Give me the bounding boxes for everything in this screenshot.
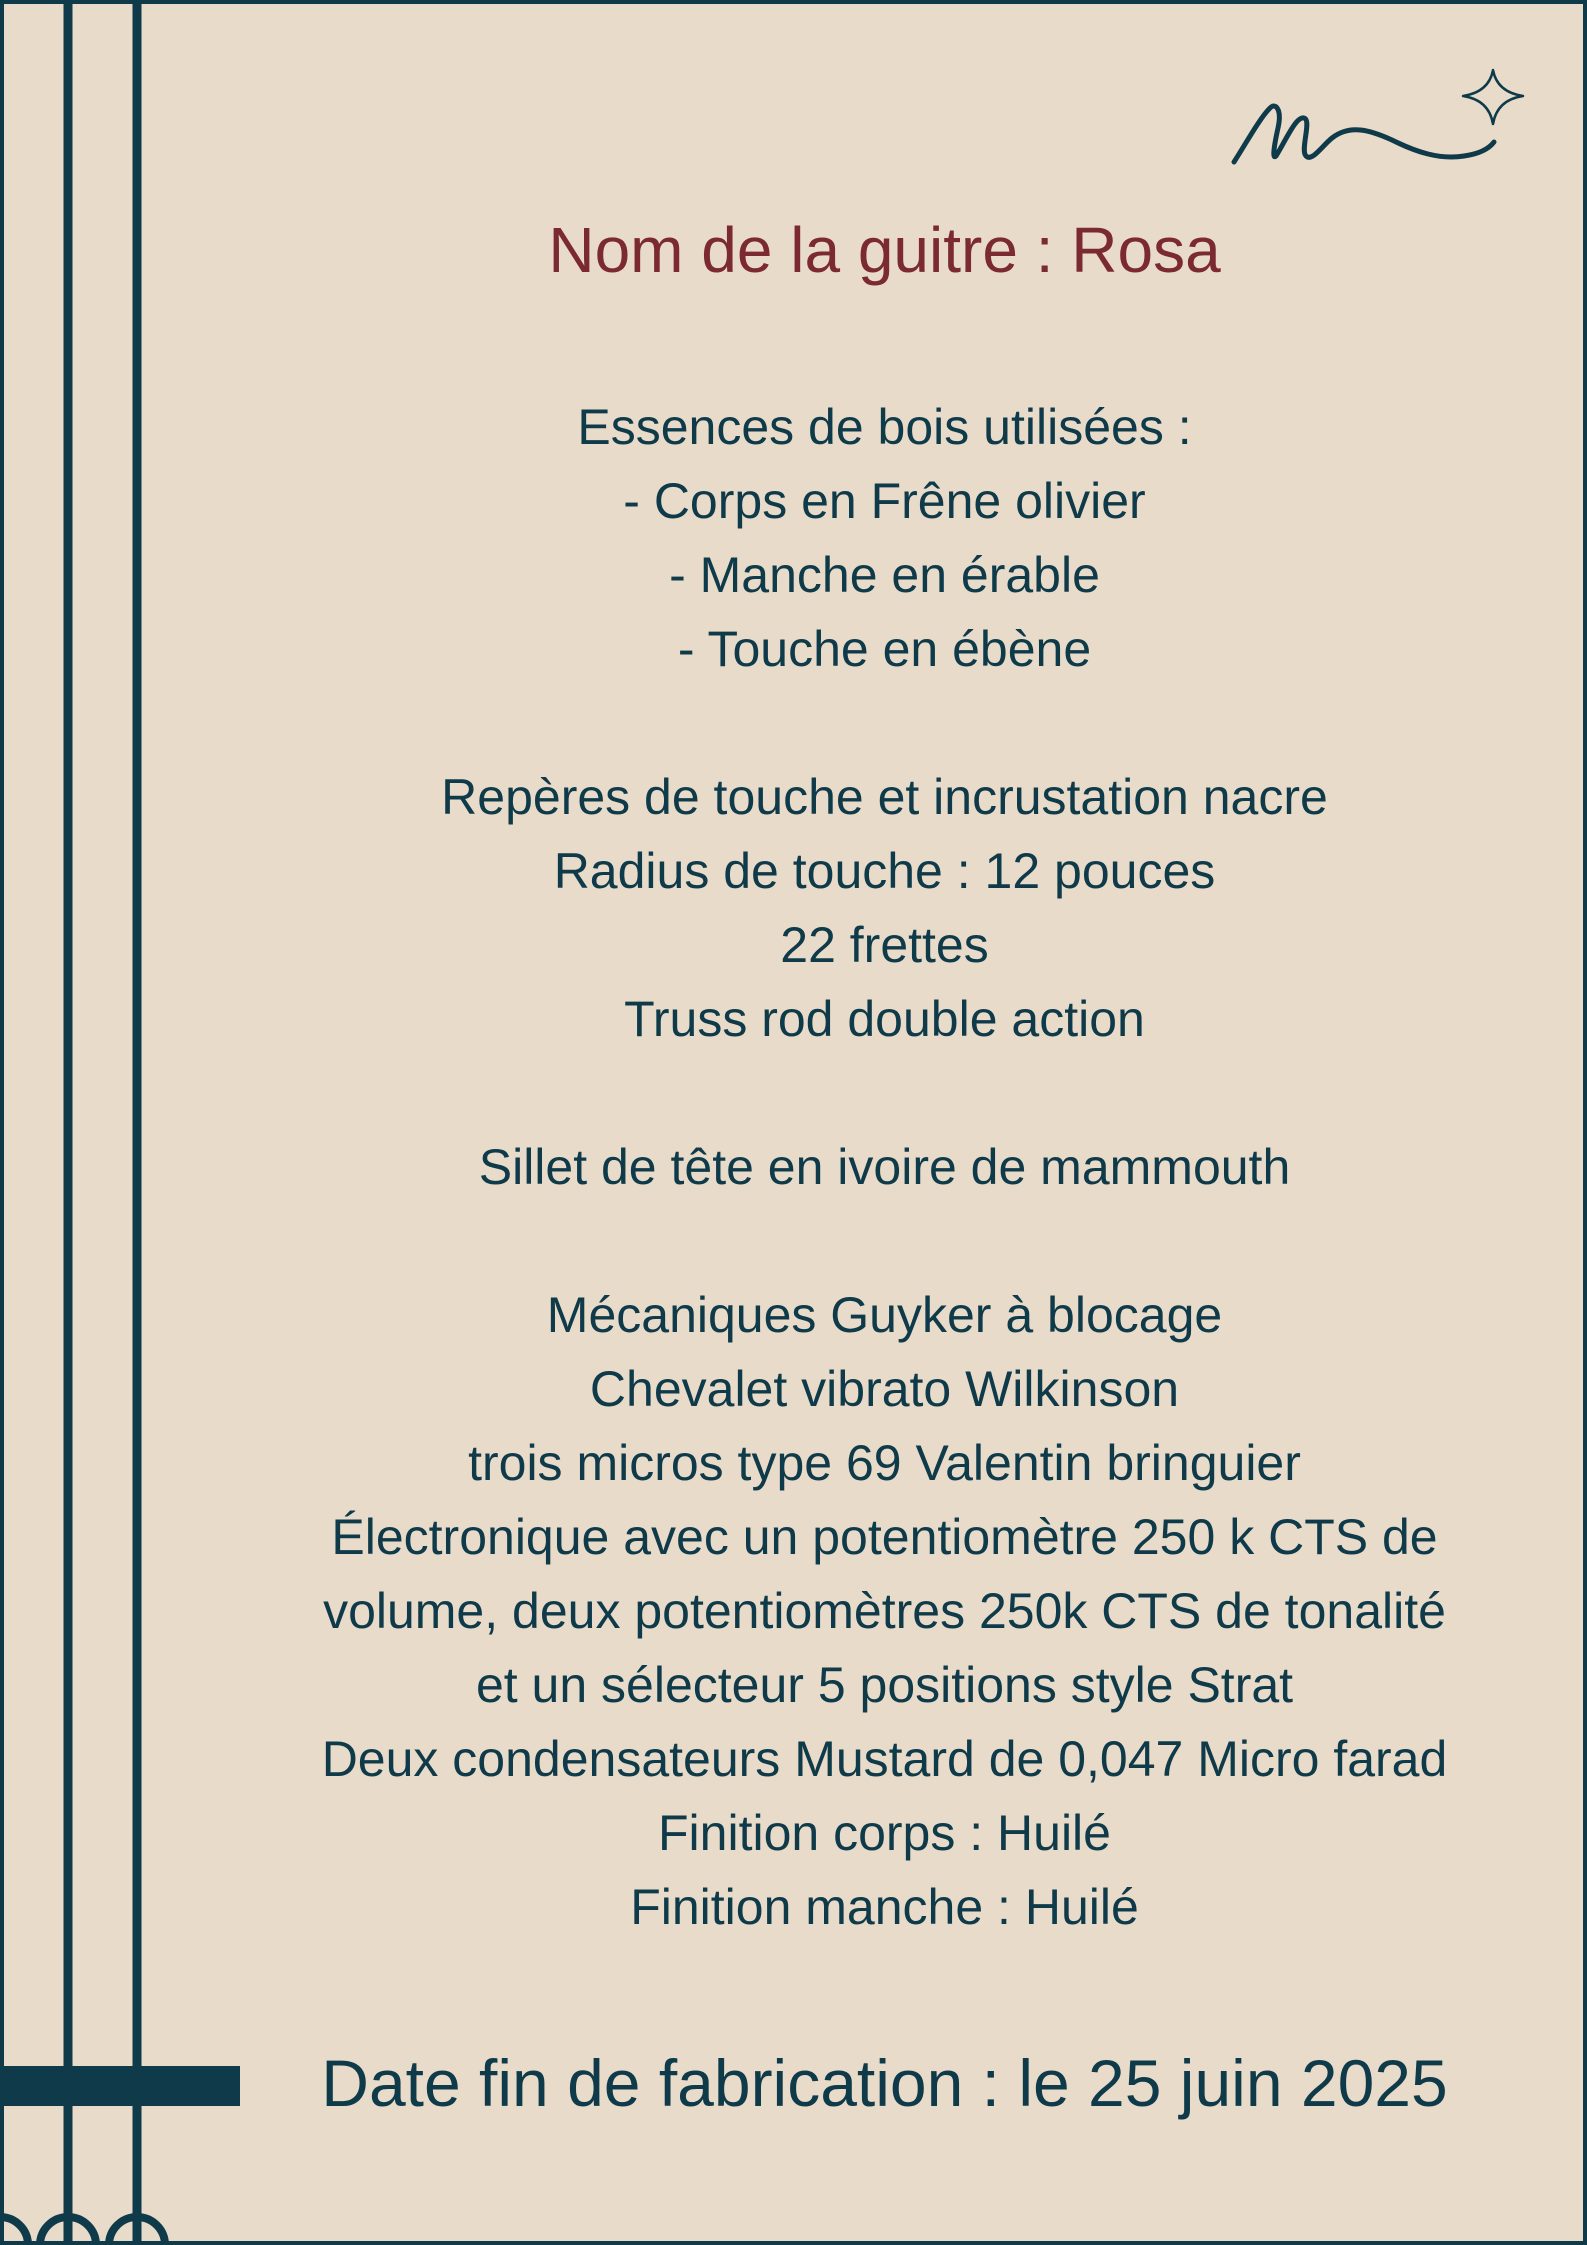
spec-line: Chevalet vibrato Wilkinson bbox=[589, 1361, 1180, 1417]
spec-line: Mécaniques Guyker à blocage bbox=[546, 1287, 1223, 1343]
spec-line: Essences de bois utilisées : bbox=[577, 399, 1192, 455]
spacer-line bbox=[136, 1056, 1587, 1130]
spec-line: Truss rod double action bbox=[624, 991, 1145, 1047]
signature-logo bbox=[1234, 106, 1494, 162]
spacer-line bbox=[136, 1204, 1587, 1278]
bottom-circle-0 bbox=[0, 2217, 28, 2245]
spec-line: Radius de touche : 12 pouces bbox=[553, 843, 1216, 899]
sparkle-star-icon bbox=[1463, 70, 1523, 124]
spec-line: Finition manche : Huilé bbox=[630, 1879, 1139, 1935]
spec-line: 22 frettes bbox=[780, 917, 989, 973]
spacer-line bbox=[136, 686, 1587, 760]
spec-line: Finition corps : Huilé bbox=[658, 1805, 1111, 1861]
spec-line: - Corps en Frêne olivier bbox=[623, 473, 1146, 529]
spec-line: trois micros type 69 Valentin bringuier bbox=[468, 1435, 1301, 1491]
spec-line: et un sélecteur 5 positions style Strat bbox=[475, 1657, 1294, 1713]
spec-line: Repères de touche et incrustation nacre bbox=[441, 769, 1328, 825]
guitar-name-title: Nom de la guitre : Rosa bbox=[548, 214, 1221, 286]
specifications-list bbox=[136, 390, 1587, 1944]
spec-line: - Touche en ébène bbox=[677, 621, 1092, 677]
spec-line: volume, deux potentiomètres 250k CTS de tonalité bbox=[323, 1583, 1446, 1639]
spec-line: - Manche en érable bbox=[669, 547, 1100, 603]
spec-line: Deux condensateurs Mustard de 0,047 Micro farad bbox=[321, 1731, 1448, 1787]
completion-date: Date fin de fabrication : le 25 juin 2025 bbox=[321, 2046, 1448, 2120]
spec-line: Sillet de tête en ivoire de mammouth bbox=[478, 1139, 1291, 1195]
spec-line: Électronique avec un potentiomètre 250 k CTS de bbox=[331, 1509, 1438, 1565]
